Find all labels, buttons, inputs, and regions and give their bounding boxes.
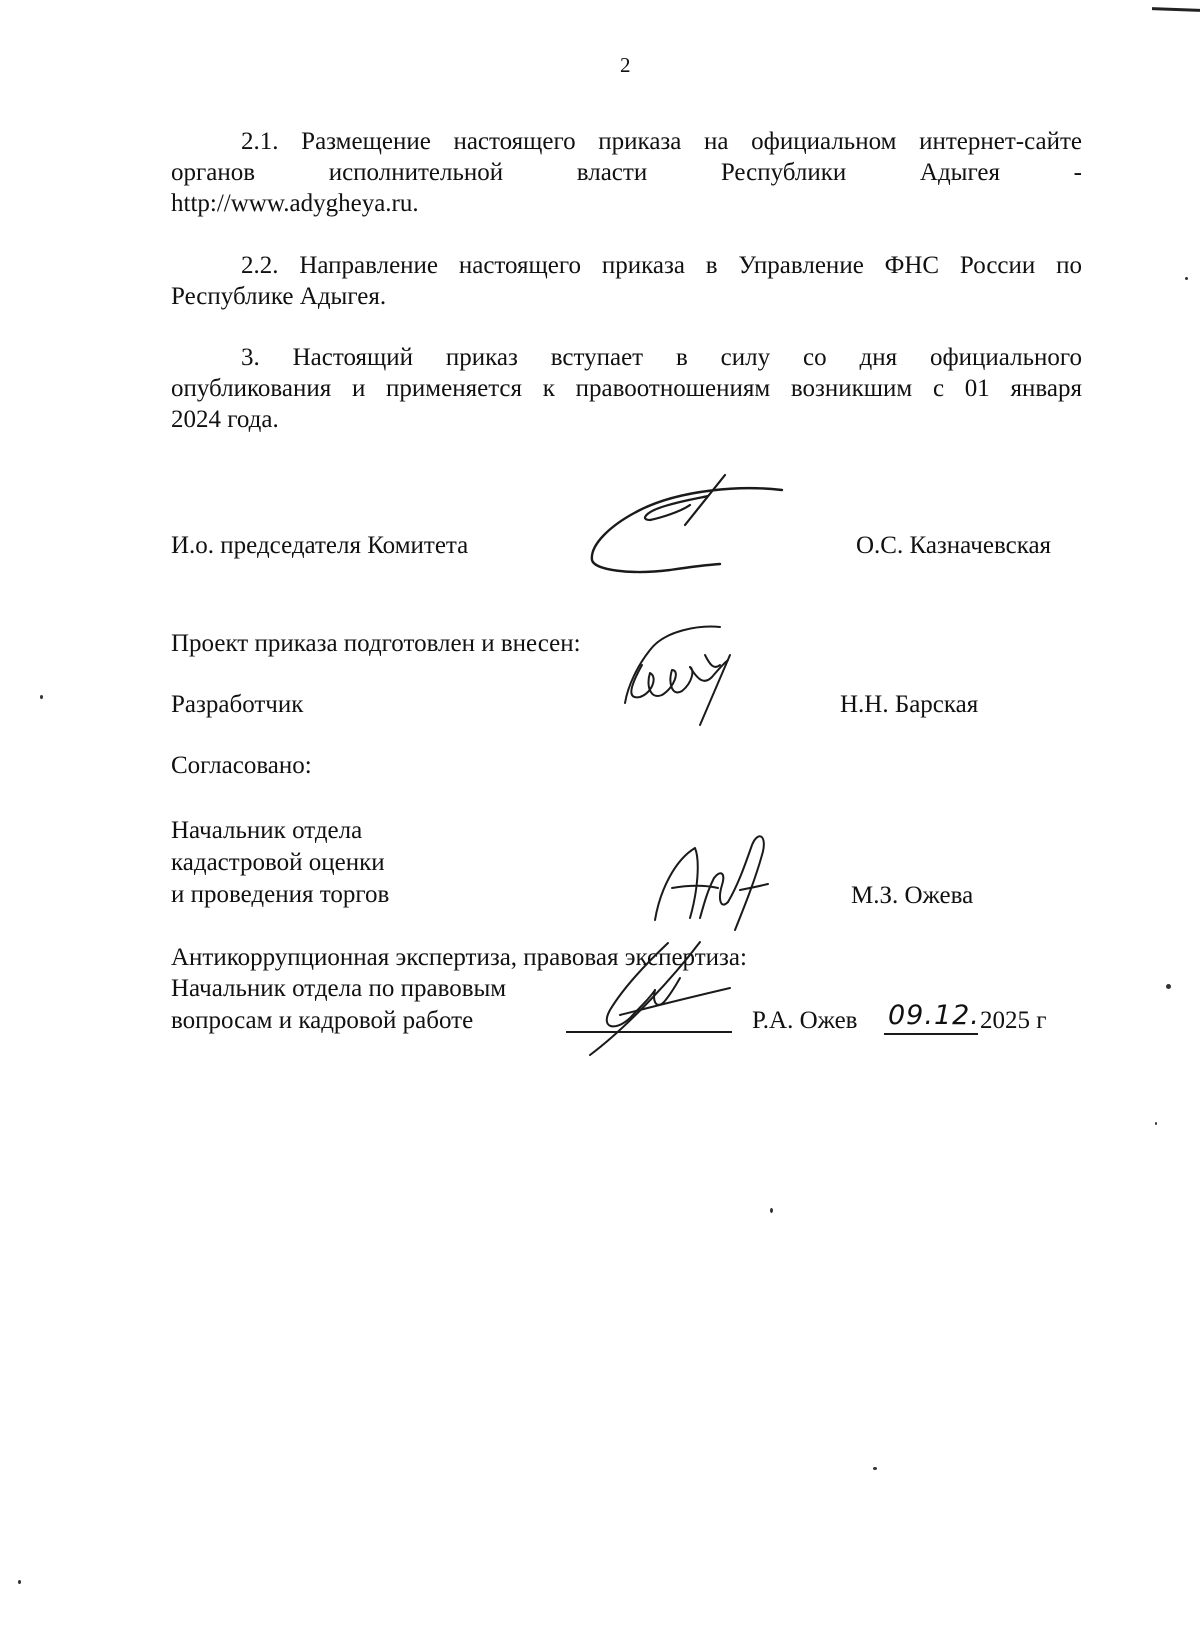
paragraph-line: 2.2. Направление настоящего приказа в Управление ФНС России по (241, 252, 1082, 279)
chair-name: О.С. Казначевская (856, 532, 1052, 559)
page-number: 2 (620, 53, 631, 77)
anticorruption-signature (580, 940, 750, 1060)
position-line: Начальник отдела по правовым (171, 975, 507, 1002)
handwritten-date: 09.12. (888, 1000, 980, 1031)
word: Республики (720, 159, 847, 186)
paragraph-2-1 (171, 126, 1082, 219)
chair-position: И.о. председателя Комитета (171, 532, 469, 559)
paragraph-line-justified (171, 157, 1082, 188)
position-line: и проведения торгов (171, 881, 390, 908)
developer-position: Разработчик (171, 691, 304, 718)
agreed-label: Согласовано: (171, 752, 312, 779)
head-cadastral-name: М.З. Ожева (851, 882, 974, 909)
date-year: 2025 г (980, 1007, 1047, 1034)
paragraph-line: http://www.adygheya.ru. (171, 190, 419, 217)
paragraph-line: Республике Адыгея. (171, 283, 387, 310)
position-line: кадастровой оценки (171, 849, 385, 876)
chair-signature (590, 470, 890, 610)
position-line: вопросам и кадровой работе (171, 1007, 474, 1034)
paragraph-line: 3. Настоящий приказ вступает в силу со дня официального (241, 344, 1082, 371)
developer-signature (620, 625, 780, 735)
scan-speck (1166, 984, 1171, 989)
word: власти (576, 159, 648, 186)
paragraph-line: 2024 года. (171, 406, 279, 433)
paragraph-line: опубликования и применяется к правоотношениям возникшим с 01 января (171, 375, 1082, 402)
anticorruption-name: Р.А. Ожев (752, 1007, 858, 1034)
scan-mark (1152, 7, 1200, 12)
scan-speck (18, 1580, 21, 1584)
paragraph-2-2 (171, 250, 1082, 312)
word: исполнительной (328, 159, 504, 186)
word: органов (171, 159, 256, 186)
scan-speck (873, 1467, 877, 1470)
paragraph-3 (171, 342, 1082, 435)
head-cadastral-position (171, 815, 389, 911)
word: Адыгея (919, 159, 1000, 186)
date-underline (884, 1033, 978, 1035)
word: - (1073, 159, 1082, 186)
developer-name: Н.Н. Барская (840, 691, 979, 718)
scan-speck (1185, 277, 1188, 280)
scan-speck (40, 695, 43, 699)
anticorruption-position (171, 973, 506, 1037)
prepared-by-label: Проект приказа подготовлен и внесен: (171, 630, 581, 657)
scan-speck (1155, 1122, 1157, 1125)
position-line: Начальник отдела (171, 817, 363, 844)
scan-speck (770, 1208, 773, 1213)
anticorruption-title: Антикоррупционная экспертиза, правовая экспертиза: (171, 944, 747, 971)
paragraph-line: 2.1. Размещение настоящего приказа на официальном интернет-сайте (241, 128, 1082, 155)
